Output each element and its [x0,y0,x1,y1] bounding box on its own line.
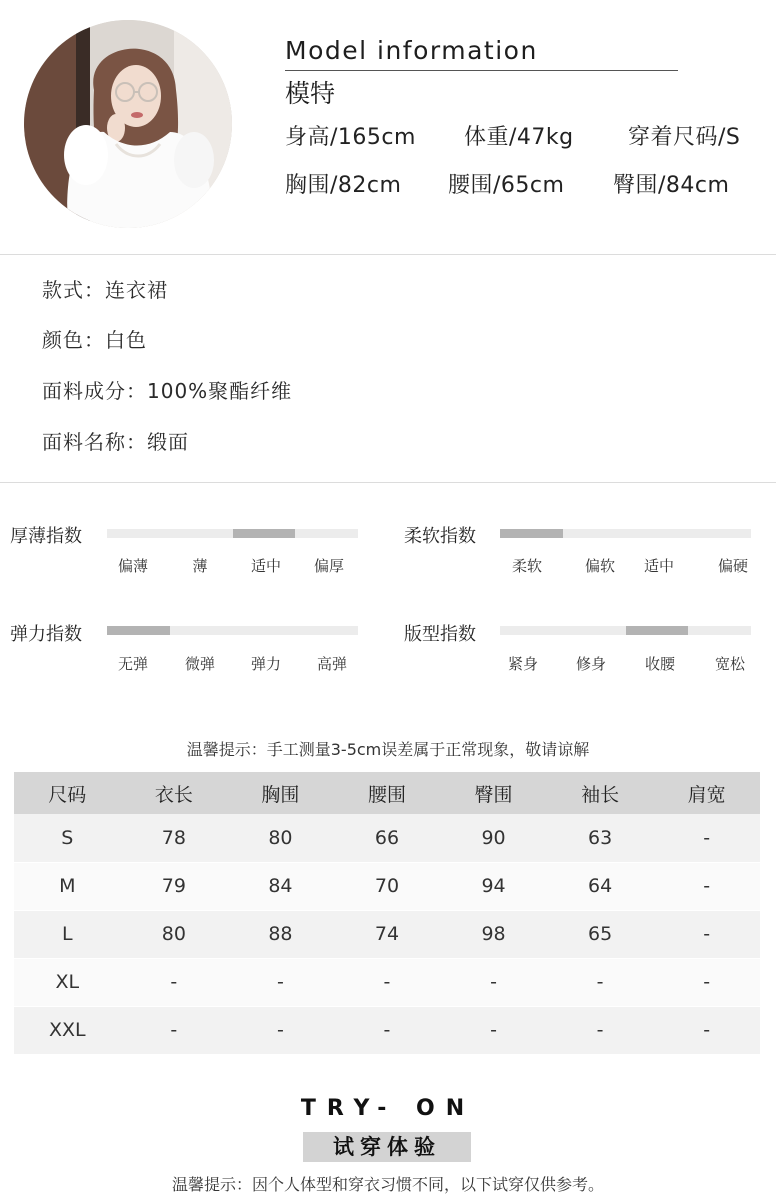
table-cell: - [334,958,441,1006]
table-cell: 88 [227,910,334,958]
table-row [14,958,760,1006]
try-on-subtitle: 试穿体验 [303,1132,471,1162]
table-cell: S [14,814,121,862]
size-table-header: 臀围 [440,772,547,814]
table-cell: - [121,958,228,1006]
try-on-note: 温馨提示：因个人体型和穿衣习惯不同，以下试穿仅供参考。 [171,1175,604,1194]
fit-option: 宽松 [714,655,745,673]
model-subtitle: 模特 [285,79,336,108]
table-row [14,910,760,958]
model-bust: 胸围/82cm [285,173,402,198]
elasticity-option: 无弹 [117,655,148,673]
model-section [0,0,776,255]
model-hip: 臀围/84cm [613,173,730,198]
thickness-option: 偏薄 [117,557,148,575]
model-photo-illustration [24,20,232,228]
fit-option: 收腰 [644,655,675,673]
table-cell: 80 [227,814,334,862]
softness-option: 偏软 [584,557,615,575]
softness-index-track [500,529,751,538]
section-divider [0,482,776,483]
model-height: 身高/165cm [285,125,416,150]
table-cell: 94 [440,862,547,910]
table-cell: 84 [227,862,334,910]
table-cell: M [14,862,121,910]
table-cell: 66 [334,814,441,862]
model-waist: 腰围/65cm [448,173,565,198]
size-table-header: 衣长 [121,772,228,814]
elasticity-index-fill [107,626,170,635]
product-color: 颜色：白色 [42,328,147,352]
model-info-title: Model information [285,36,538,65]
table-cell: 78 [121,814,228,862]
thickness-option: 偏厚 [313,557,344,575]
table-cell: - [440,1006,547,1054]
thickness-option: 适中 [250,557,281,575]
size-table-body [14,814,760,1054]
softness-index-label: 柔软指数 [404,526,476,547]
fit-index-label: 版型指数 [404,624,476,645]
table-cell: - [440,958,547,1006]
product-fabric-name: 面料名称：缎面 [42,430,189,454]
size-table [14,772,760,1055]
table-cell: - [653,814,760,862]
elasticity-option: 高弹 [316,655,347,673]
elasticity-option: 微弹 [184,655,215,673]
thickness-index-label: 厚薄指数 [10,526,82,547]
section-divider [0,254,776,255]
softness-option: 偏硬 [717,557,748,575]
table-cell: 65 [547,910,654,958]
table-cell: 64 [547,862,654,910]
table-cell: - [653,1006,760,1054]
fit-index-track [500,626,751,635]
fit-option: 紧身 [507,655,538,673]
model-title-underline [285,70,678,71]
model-size: 穿着尺码/S [628,125,741,150]
elasticity-index-label: 弹力指数 [10,624,82,645]
table-cell: - [547,1006,654,1054]
thickness-option: 薄 [192,557,208,575]
table-cell: 90 [440,814,547,862]
size-table-header: 腰围 [334,772,441,814]
fit-option: 修身 [575,655,606,673]
table-cell: - [227,1006,334,1054]
product-fabric: 面料成分：100%聚酯纤维 [42,379,293,403]
table-cell: - [121,1006,228,1054]
softness-option: 适中 [643,557,674,575]
table-cell: 80 [121,910,228,958]
size-table-header: 尺码 [14,772,121,814]
table-row [14,814,760,862]
table-row [14,1006,760,1054]
table-cell: - [653,958,760,1006]
table-cell: 98 [440,910,547,958]
elasticity-index-track [107,626,358,635]
fit-index-fill [626,626,689,635]
table-cell: 63 [547,814,654,862]
table-cell: - [653,910,760,958]
softness-option: 柔软 [511,557,542,575]
product-style: 款式：连衣裙 [42,278,168,302]
thickness-index-fill [233,529,296,538]
table-cell: 79 [121,862,228,910]
size-table-header-row [14,772,760,814]
table-cell: 70 [334,862,441,910]
measurement-tip: 温馨提示：手工测量3-5cm误差属于正常现象，敬请谅解 [186,740,590,759]
table-cell: L [14,910,121,958]
table-row [14,862,760,910]
size-table-header: 肩宽 [653,772,760,814]
softness-index-fill [500,529,563,538]
elasticity-option: 弹力 [250,655,281,673]
size-table-header: 胸围 [227,772,334,814]
table-cell: - [227,958,334,1006]
size-table-header: 袖长 [547,772,654,814]
model-avatar [24,20,232,228]
thickness-index-track [107,529,358,538]
table-cell: 74 [334,910,441,958]
table-cell: - [653,862,760,910]
table-cell: XXL [14,1006,121,1054]
table-cell: XL [14,958,121,1006]
table-cell: - [547,958,654,1006]
try-on-title: TRY- ON [300,1096,476,1121]
table-cell: - [334,1006,441,1054]
model-weight: 体重/47kg [464,125,574,150]
